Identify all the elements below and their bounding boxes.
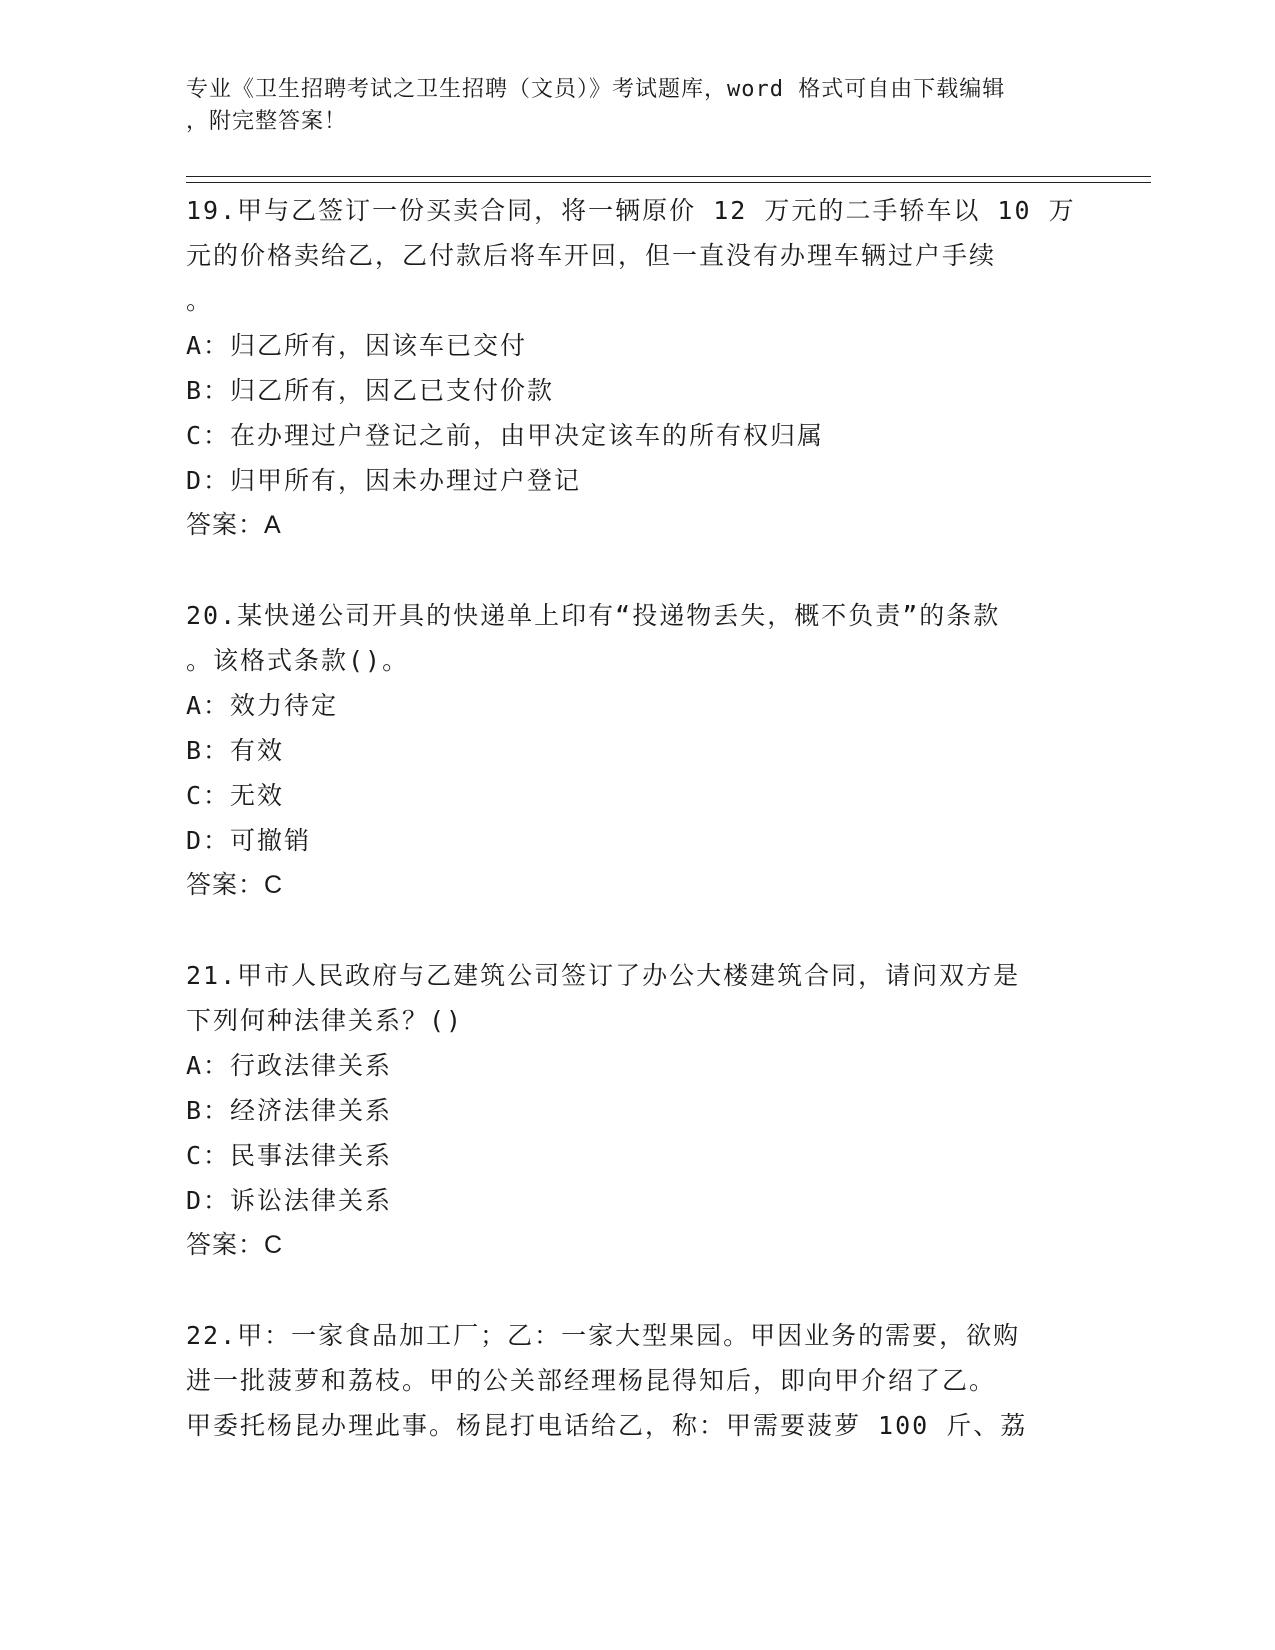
- option-c: C：民事法律关系: [186, 1141, 393, 1170]
- question-text-line: 20.某快递公司开具的快递单上印有“投递物丢失，概不负责”的条款: [186, 601, 1001, 630]
- question-text-line: 元的价格卖给乙，乙付款后将车开回，但一直没有办理车辆过户手续: [186, 241, 997, 270]
- option-c: C：在办理过户登记之前，由甲决定该车的所有权归属: [186, 421, 825, 450]
- answer: 答案：C: [186, 1231, 284, 1259]
- document-header: [186, 74, 1086, 138]
- question-text-line: 22.甲：一家食品加工厂；乙：一家大型果园。甲因业务的需要，欲购: [186, 1321, 1021, 1350]
- option-b: B：归乙所有，因乙已支付价款: [186, 376, 555, 405]
- option-d: D：诉讼法律关系: [186, 1186, 393, 1215]
- answer: 答案：C: [186, 871, 284, 899]
- question-20: [186, 593, 1086, 908]
- spacer: [186, 1268, 1086, 1313]
- option-a: A：行政法律关系: [186, 1051, 393, 1080]
- question-21: [186, 953, 1086, 1268]
- header-rule-bottom: [186, 182, 1151, 183]
- question-text-line: 。: [186, 286, 214, 315]
- header-line-1: 专业《卫生招聘考试之卫生招聘（文员）》考试题库，word 格式可自由下载编辑: [186, 77, 1006, 102]
- question-text-line: 甲委托杨昆办理此事。杨昆打电话给乙，称：甲需要菠萝 100 斤、荔: [186, 1411, 1028, 1440]
- option-c: C：无效: [186, 781, 285, 810]
- question-text-line: 下列何种法律关系？(): [186, 1006, 464, 1035]
- spacer: [186, 908, 1086, 953]
- question-text-line: 。该格式条款()。: [186, 646, 410, 675]
- option-d: D：归甲所有，因未办理过户登记: [186, 466, 582, 495]
- option-b: B：有效: [186, 736, 285, 765]
- option-a: A：归乙所有，因该车已交付: [186, 331, 528, 360]
- option-a: A：效力待定: [186, 691, 339, 720]
- question-19: [186, 188, 1086, 548]
- question-22: [186, 1313, 1086, 1448]
- spacer: [186, 548, 1086, 593]
- question-text-line: 进一批菠萝和荔枝。甲的公关部经理杨昆得知后，即向甲介绍了乙。: [186, 1366, 997, 1395]
- option-b: B：经济法律关系: [186, 1096, 393, 1125]
- question-list: [186, 188, 1086, 1448]
- answer: 答案：A: [186, 511, 282, 539]
- question-text-line: 21.甲市人民政府与乙建筑公司签订了办公大楼建筑合同，请问双方是: [186, 961, 1021, 990]
- header-rule-top: [186, 176, 1151, 177]
- question-text-line: 19.甲与乙签订一份买卖合同，将一辆原价 12 万元的二手轿车以 10 万: [186, 196, 1076, 225]
- option-d: D：可撤销: [186, 826, 312, 855]
- header-line-2: ，附完整答案！: [186, 109, 348, 134]
